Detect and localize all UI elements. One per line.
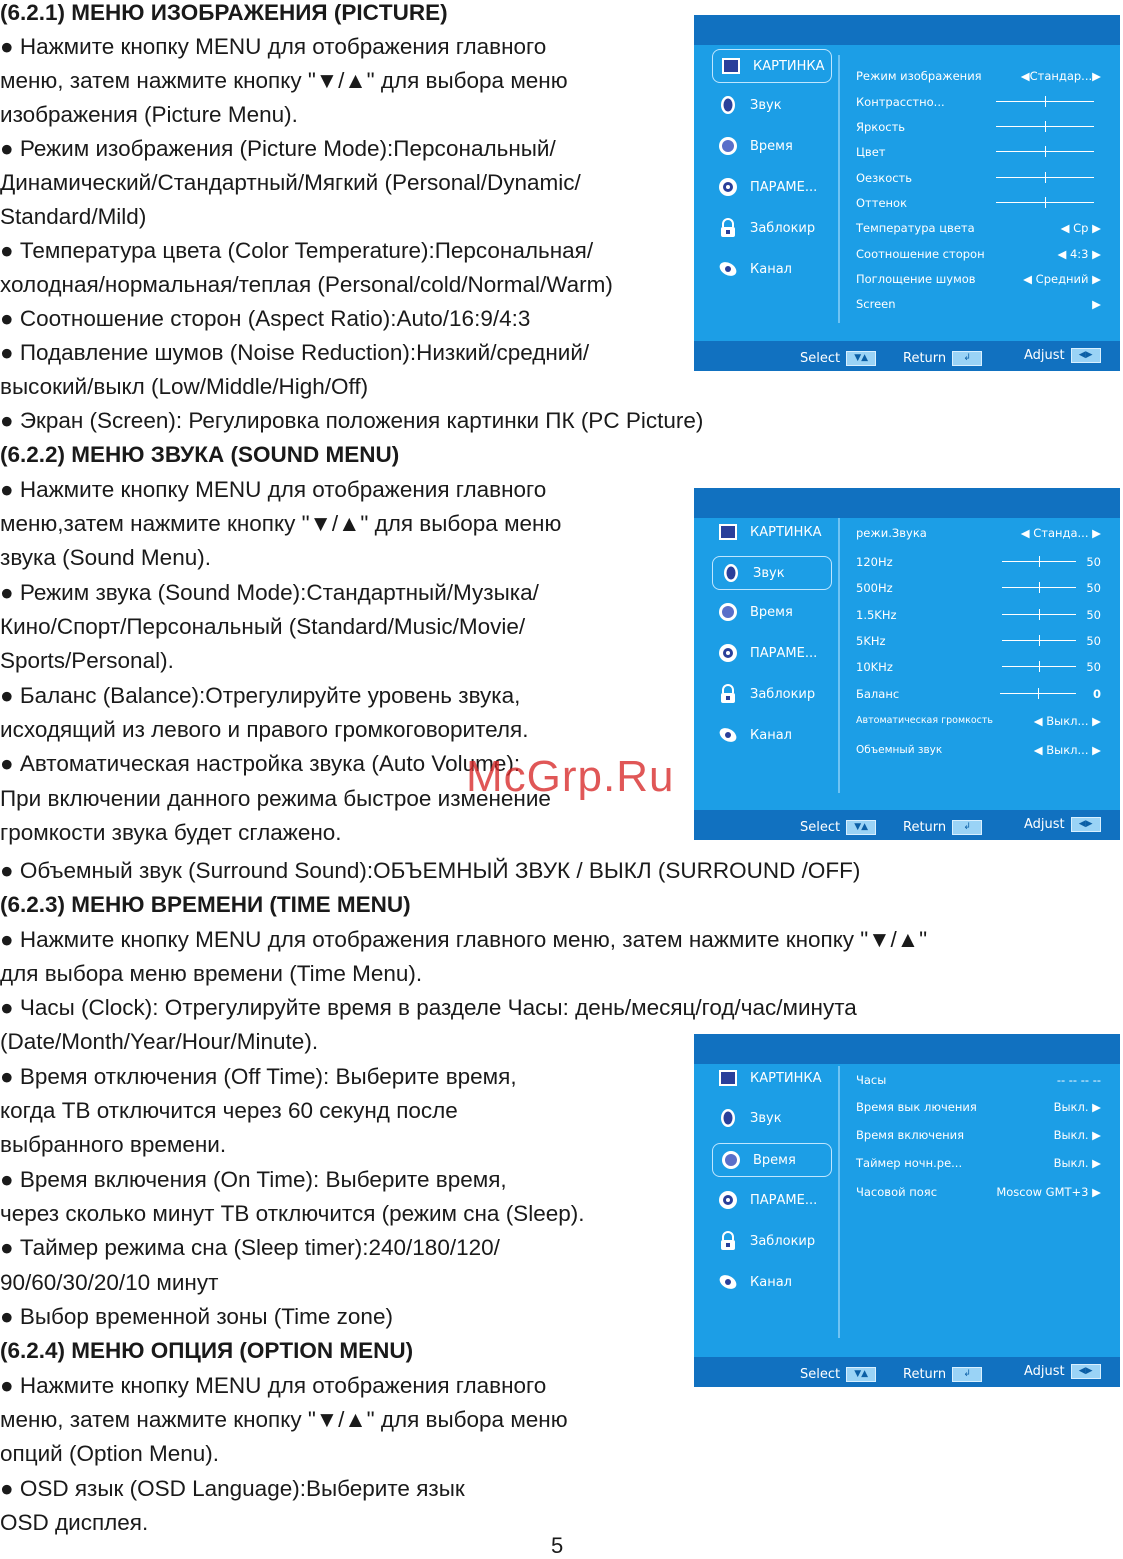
sidebar-item-time[interactable] bbox=[710, 596, 836, 630]
setting-row-auto-volume[interactable] bbox=[856, 710, 1101, 732]
text-line: ● Режим изображения (Picture Mode):Персональный/ bbox=[0, 136, 556, 161]
slider-thumb bbox=[1039, 609, 1040, 620]
gear-icon bbox=[718, 643, 738, 663]
setting-value: ◀ Выкл... ▶ bbox=[1033, 743, 1101, 757]
setting-row-eq[interactable] bbox=[856, 656, 1101, 678]
section-heading-picture: (6.2.1) МЕНЮ ИЗОБРАЖЕНИЯ (PICTURE) bbox=[0, 0, 448, 25]
setting-label: режи.Звука bbox=[856, 526, 927, 540]
setting-label: Screen bbox=[856, 297, 896, 311]
adjust-hint bbox=[1024, 817, 1101, 832]
osd-divider bbox=[838, 55, 840, 323]
setting-value: 50 bbox=[1086, 555, 1101, 569]
select-label: Select bbox=[800, 1367, 841, 1382]
text-line: ● Объемный звук (Surround Sound):ОБЪЕМНЫЙ ЗВУК / ВЫКЛ (SURROUND /OFF) bbox=[0, 858, 861, 883]
slider-thumb bbox=[1045, 146, 1046, 157]
setting-label: 1.5KHz bbox=[856, 608, 897, 622]
setting-row-noise[interactable] bbox=[856, 268, 1101, 290]
setting-label: Яркость bbox=[856, 120, 906, 134]
return-label: Return bbox=[903, 351, 947, 366]
text-line: ● Режим звука (Sound Mode):Стандартный/Музыка/ bbox=[0, 580, 539, 605]
picture-icon bbox=[721, 56, 741, 76]
satellite-icon bbox=[718, 259, 738, 279]
sidebar-item-picture[interactable] bbox=[710, 1062, 836, 1096]
setting-label: Оттенок bbox=[856, 196, 908, 210]
text-line: высокий/выкл (Low/Middle/High/Off) bbox=[0, 374, 369, 399]
adjust-hint bbox=[1024, 348, 1101, 363]
sidebar-item-label: Звук bbox=[753, 566, 785, 581]
slider-thumb bbox=[1038, 688, 1039, 699]
sidebar-item-channel[interactable] bbox=[710, 1266, 836, 1300]
text-line: ● Нажмите кнопку MENU для отображения главного bbox=[0, 477, 547, 502]
sidebar-item-label: ПАРАМЕ... bbox=[750, 646, 818, 661]
setting-row-on-time[interactable] bbox=[856, 1124, 1101, 1146]
setting-label: Часовой пояс bbox=[856, 1185, 938, 1199]
setting-row-brightness[interactable] bbox=[856, 116, 1101, 138]
slider[interactable] bbox=[996, 177, 1094, 178]
text-line: опций (Option Menu). bbox=[0, 1441, 220, 1466]
setting-row-sharpness[interactable] bbox=[856, 167, 1101, 189]
setting-value: ◀ Выкл... ▶ bbox=[1033, 714, 1101, 728]
setting-value: 50 bbox=[1086, 634, 1101, 648]
setting-label: 500Hz bbox=[856, 581, 893, 595]
sidebar-item-label: Канал bbox=[750, 262, 792, 277]
adjust-label: Adjust bbox=[1024, 348, 1065, 363]
slider[interactable] bbox=[1000, 693, 1076, 694]
watermark: McGrp.Ru bbox=[466, 752, 675, 801]
text-line: При включении данного режима быстрое изменение bbox=[0, 786, 551, 811]
picture-icon bbox=[718, 522, 738, 542]
return-hint bbox=[903, 351, 982, 366]
text-line: ● Выбор временной зоны (Time zone) bbox=[0, 1304, 393, 1329]
text-line: Кино/Спорт/Персональный (Standard/Music/Movie/ bbox=[0, 614, 526, 639]
osd-top-bar bbox=[694, 15, 1120, 45]
sidebar-item-label: Канал bbox=[750, 728, 792, 743]
setting-label: 120Hz bbox=[856, 555, 893, 569]
sidebar-item-sound[interactable] bbox=[712, 556, 832, 590]
text-line: ● Таймер режима сна (Sleep timer):240/180/120/ bbox=[0, 1235, 500, 1260]
sidebar-item-params[interactable] bbox=[710, 637, 836, 671]
setting-value: 0 bbox=[1092, 687, 1101, 701]
select-hint bbox=[800, 820, 876, 835]
sidebar-item-params[interactable] bbox=[710, 171, 836, 205]
select-label: Select bbox=[800, 820, 841, 835]
slider[interactable] bbox=[996, 126, 1094, 127]
setting-row-aspect[interactable] bbox=[856, 243, 1101, 265]
setting-row-color-temp[interactable] bbox=[856, 217, 1101, 239]
setting-label: Цвет bbox=[856, 145, 886, 159]
return-label: Return bbox=[903, 1367, 947, 1382]
setting-row-contrast[interactable] bbox=[856, 91, 1101, 113]
text-line: когда ТВ отключится через 60 секунд после bbox=[0, 1098, 458, 1123]
setting-row-screen[interactable] bbox=[856, 293, 1101, 315]
sidebar-item-picture[interactable] bbox=[712, 49, 832, 83]
speaker-icon bbox=[718, 1108, 738, 1128]
osd-footer-bar bbox=[694, 810, 1120, 840]
section-heading-option: (6.2.4) МЕНЮ ОПЦИЯ (OPTION MENU) bbox=[0, 1338, 414, 1363]
text-line: ● Нажмите кнопку MENU для отображения главного bbox=[0, 1373, 547, 1398]
setting-value: ◀ Средний ▶ bbox=[1023, 272, 1101, 286]
text-line: ● Часы (Clock): Отрегулируйте время в разделе Часы: день/месяц/год/час/минута bbox=[0, 995, 857, 1020]
gear-icon bbox=[718, 177, 738, 197]
text-line: громкости звука будет сглажено. bbox=[0, 820, 342, 845]
setting-row-eq[interactable] bbox=[856, 577, 1101, 599]
osd-sound-menu bbox=[694, 488, 1120, 840]
setting-label: Автоматическая громкость bbox=[856, 715, 994, 726]
slider[interactable] bbox=[1002, 614, 1076, 615]
up-down-icon: ▼▲ bbox=[846, 1367, 876, 1382]
setting-row-eq[interactable] bbox=[856, 630, 1101, 652]
slider[interactable] bbox=[996, 151, 1094, 152]
up-down-icon: ▼▲ bbox=[846, 351, 876, 366]
setting-label: 5KHz bbox=[856, 634, 886, 648]
sidebar-item-label: КАРТИНКА bbox=[750, 1071, 822, 1086]
text-line: ● Автоматическая настройка звука (Auto Volume): bbox=[0, 751, 521, 776]
slider-thumb bbox=[1039, 635, 1040, 646]
sidebar-item-params[interactable] bbox=[710, 1184, 836, 1218]
text-line: звука (Sound Menu). bbox=[0, 545, 211, 570]
clock-icon bbox=[718, 136, 738, 156]
setting-value: ▶ bbox=[1092, 297, 1101, 311]
text-line: ● Нажмите кнопку MENU для отображения главного меню, затем нажмите кнопку "▼/▲" bbox=[0, 927, 928, 952]
sidebar-item-lock[interactable] bbox=[710, 212, 836, 246]
sidebar-item-label: КАРТИНКА bbox=[753, 59, 825, 74]
text-line: ● Баланс (Balance):Отрегулируйте уровень звука, bbox=[0, 683, 521, 708]
select-hint bbox=[800, 351, 876, 366]
slider[interactable] bbox=[996, 202, 1094, 203]
setting-row-eq[interactable] bbox=[856, 604, 1101, 626]
sidebar-item-label: Время bbox=[753, 1153, 796, 1168]
osd-footer-bar bbox=[694, 341, 1120, 371]
lock-icon bbox=[718, 684, 738, 704]
setting-value: Moscow GMT+3 ▶ bbox=[996, 1185, 1101, 1199]
text-line: выбранного времени. bbox=[0, 1132, 227, 1157]
slider-thumb bbox=[1039, 582, 1040, 593]
setting-row-sound-mode[interactable] bbox=[856, 522, 1101, 544]
sidebar-item-label: Звук bbox=[750, 98, 782, 113]
setting-row-sleep-timer[interactable] bbox=[856, 1152, 1101, 1174]
setting-row-color[interactable] bbox=[856, 141, 1101, 163]
left-right-icon: ◀▶ bbox=[1071, 348, 1101, 363]
section-heading-time: (6.2.3) МЕНЮ ВРЕМЕНИ (TIME MENU) bbox=[0, 892, 411, 917]
text-line: ● OSD язык (OSD Language):Выберите язык bbox=[0, 1476, 465, 1501]
sidebar-item-sound[interactable] bbox=[710, 89, 836, 123]
speaker-icon bbox=[721, 563, 741, 583]
osd-time-menu bbox=[694, 1034, 1120, 1387]
text-line: Standard/Mild) bbox=[0, 204, 147, 229]
sidebar-item-label: ПАРАМЕ... bbox=[750, 1193, 818, 1208]
adjust-hint bbox=[1024, 1364, 1101, 1379]
gear-icon bbox=[718, 1190, 738, 1210]
setting-value: Выкл. ▶ bbox=[1053, 1100, 1101, 1114]
setting-value: 50 bbox=[1086, 608, 1101, 622]
setting-row-clock[interactable] bbox=[856, 1069, 1101, 1091]
slider[interactable] bbox=[1002, 561, 1076, 562]
setting-label: Время включения bbox=[856, 1128, 965, 1142]
return-hint bbox=[903, 820, 982, 835]
osd-divider bbox=[838, 518, 840, 793]
adjust-label: Adjust bbox=[1024, 817, 1065, 832]
text-line: ● Температура цвета (Color Temperature):Персональная/ bbox=[0, 238, 594, 263]
text-line: ● Экран (Screen): Регулировка положения картинки ПК (PC Picture) bbox=[0, 408, 704, 433]
setting-label: Контрасстно... bbox=[856, 95, 945, 109]
sidebar-item-channel[interactable] bbox=[710, 253, 836, 287]
setting-row-eq[interactable] bbox=[856, 551, 1101, 573]
setting-value: Выкл. ▶ bbox=[1053, 1156, 1101, 1170]
sidebar-item-label: КАРТИНКА bbox=[750, 525, 822, 540]
setting-value: -- -- -- -- bbox=[1056, 1073, 1101, 1087]
setting-label: Поглощение шумов bbox=[856, 272, 976, 286]
text-line: меню, затем нажмите кнопку "▼/▲" для выбора меню bbox=[0, 1407, 568, 1432]
setting-row-surround[interactable] bbox=[856, 739, 1101, 761]
slider-thumb bbox=[1039, 661, 1040, 672]
setting-row-balance[interactable] bbox=[856, 683, 1101, 705]
sidebar-item-time[interactable] bbox=[712, 1143, 832, 1177]
osd-top-bar bbox=[694, 1034, 1120, 1064]
slider-thumb bbox=[1045, 172, 1046, 183]
setting-row-off-time[interactable] bbox=[856, 1096, 1101, 1118]
select-label: Select bbox=[800, 351, 841, 366]
text-line: меню,затем нажмите кнопку "▼/▲" для выбора меню bbox=[0, 511, 562, 536]
section-heading-sound: (6.2.2) МЕНЮ ЗВУКА (SOUND MENU) bbox=[0, 442, 400, 467]
text-line: ● Соотношение сторон (Aspect Ratio):Auto/16:9/4:3 bbox=[0, 306, 531, 331]
slider-thumb bbox=[1045, 197, 1046, 208]
osd-divider bbox=[838, 1066, 840, 1338]
sidebar-item-picture[interactable] bbox=[710, 516, 836, 550]
setting-value: ◀Стандар...▶ bbox=[1020, 69, 1101, 83]
text-line: меню, затем нажмите кнопку "▼/▲" для выбора меню bbox=[0, 68, 568, 93]
slider-thumb bbox=[1045, 96, 1046, 107]
setting-label: Время вык лючения bbox=[856, 1100, 977, 1114]
slider[interactable] bbox=[1002, 666, 1076, 667]
text-line: исходящий из левого и правого громкоговорителя. bbox=[0, 717, 529, 742]
sidebar-item-label: Время bbox=[750, 139, 793, 154]
text-line: для выбора меню времени (Time Menu). bbox=[0, 961, 423, 986]
lock-icon bbox=[718, 1231, 738, 1251]
setting-label: Оезкость bbox=[856, 171, 913, 185]
clock-icon bbox=[718, 602, 738, 622]
satellite-icon bbox=[718, 1272, 738, 1292]
osd-footer-bar bbox=[694, 1357, 1120, 1387]
text-line: изображения (Picture Menu). bbox=[0, 102, 298, 127]
setting-value: ◀ Станда... ▶ bbox=[1020, 526, 1101, 540]
lock-icon bbox=[718, 218, 738, 238]
text-line: ● Время включения (On Time): Выберите время, bbox=[0, 1167, 507, 1192]
setting-label: Часы bbox=[856, 1073, 887, 1087]
left-right-icon: ◀▶ bbox=[1071, 817, 1101, 832]
text-line: ● Время отключения (Off Time): Выберите время, bbox=[0, 1064, 517, 1089]
left-right-icon: ◀▶ bbox=[1071, 1364, 1101, 1379]
sidebar-item-time[interactable] bbox=[710, 130, 836, 164]
osd-top-bar bbox=[694, 488, 1120, 518]
slider[interactable] bbox=[1002, 640, 1076, 641]
return-hint bbox=[903, 1367, 982, 1382]
sidebar-item-lock[interactable] bbox=[710, 1225, 836, 1259]
slider[interactable] bbox=[1002, 587, 1076, 588]
setting-label: Баланс bbox=[856, 687, 900, 701]
return-icon: ↲ bbox=[952, 820, 982, 835]
text-line: OSD дисплея. bbox=[0, 1510, 149, 1535]
text-line: ● Нажмите кнопку MENU для отображения главного bbox=[0, 34, 547, 59]
setting-label: Режим изображения bbox=[856, 69, 982, 83]
page-number: 5 bbox=[551, 1533, 564, 1558]
setting-value: 50 bbox=[1086, 660, 1101, 674]
setting-label: Объемный звук bbox=[856, 744, 943, 756]
sidebar-item-label: Заблокир bbox=[750, 221, 816, 236]
setting-label: Таймер ночн.ре... bbox=[856, 1156, 963, 1170]
text-line: Динамический/Стандартный/Мягкий (Personal/Dynamic/ bbox=[0, 170, 581, 195]
setting-value: ◀ Ср ▶ bbox=[1060, 221, 1101, 235]
setting-value: 50 bbox=[1086, 581, 1101, 595]
return-label: Return bbox=[903, 820, 947, 835]
setting-value: Выкл. ▶ bbox=[1053, 1128, 1101, 1142]
setting-label: 10KHz bbox=[856, 660, 893, 674]
slider-thumb bbox=[1045, 121, 1046, 132]
sidebar-item-channel[interactable] bbox=[710, 719, 836, 753]
return-icon: ↲ bbox=[952, 351, 982, 366]
picture-icon bbox=[718, 1068, 738, 1088]
satellite-icon bbox=[718, 725, 738, 745]
clock-icon bbox=[721, 1150, 741, 1170]
up-down-icon: ▼▲ bbox=[846, 820, 876, 835]
speaker-icon bbox=[718, 95, 738, 115]
sidebar-item-sound[interactable] bbox=[710, 1102, 836, 1136]
setting-row-picture-mode[interactable] bbox=[856, 65, 1101, 87]
slider[interactable] bbox=[996, 101, 1094, 102]
sidebar-item-label: Звук bbox=[750, 1111, 782, 1126]
text-line: через сколько минут ТВ отключится (режим сна (Sleep). bbox=[0, 1201, 585, 1226]
text-line: Sports/Personal). bbox=[0, 648, 174, 673]
setting-row-tint[interactable] bbox=[856, 192, 1101, 214]
setting-label: Температура цвета bbox=[856, 221, 975, 235]
osd-picture-menu bbox=[694, 15, 1120, 371]
sidebar-item-label: Заблокир bbox=[750, 1234, 816, 1249]
setting-label: Соотношение сторон bbox=[856, 247, 985, 261]
text-line: ● Подавление шумов (Noise Reduction):Низкий/средний/ bbox=[0, 340, 590, 365]
return-icon: ↲ bbox=[952, 1367, 982, 1382]
sidebar-item-label: ПАРАМЕ... bbox=[750, 180, 818, 195]
sidebar-item-label: Время bbox=[750, 605, 793, 620]
text-line: 90/60/30/20/10 минут bbox=[0, 1270, 219, 1295]
sidebar-item-label: Канал bbox=[750, 1275, 792, 1290]
text-line: (Date/Month/Year/Hour/Minute). bbox=[0, 1029, 319, 1054]
adjust-label: Adjust bbox=[1024, 1364, 1065, 1379]
slider-thumb bbox=[1039, 556, 1040, 567]
sidebar-item-lock[interactable] bbox=[710, 678, 836, 712]
setting-row-time-zone[interactable] bbox=[856, 1181, 1101, 1203]
setting-value: ◀ 4:3 ▶ bbox=[1057, 247, 1101, 261]
text-line: холодная/нормальная/теплая (Personal/cold/Normal/Warm) bbox=[0, 272, 613, 297]
select-hint bbox=[800, 1367, 876, 1382]
sidebar-item-label: Заблокир bbox=[750, 687, 816, 702]
